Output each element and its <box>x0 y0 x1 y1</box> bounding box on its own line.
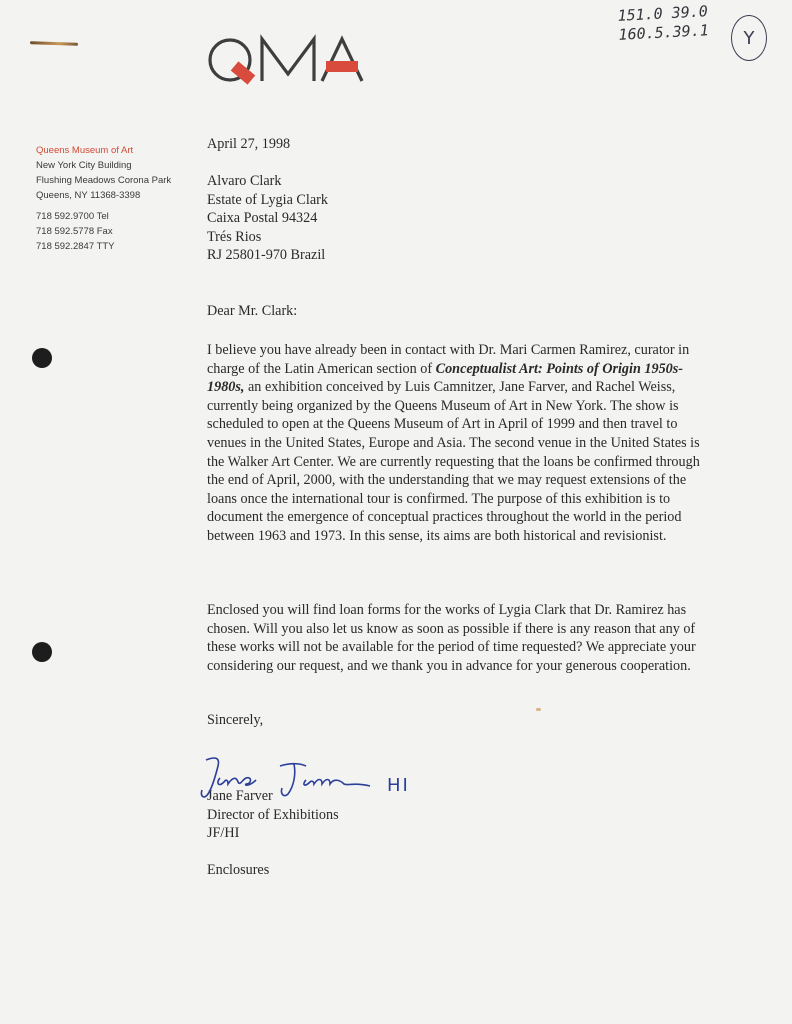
body-paragraph-1: I believe you have already been in contact with Dr. Mari Carmen Ramirez, curator in charge of the Latin American section of Conceptualist Art: Points of Origin 1950s-1980s, an exhibition conceived by Luis Camnitzer, Jane Farver, and Rachel Weiss, currently being organized by the Queens Museum of Art in New York. The show is scheduled to open at the Queens Museum of Art in April of 1999 and then travel to venues in the United States, Europe and Asia. The second venue in the United States is the Walker Art Center. We are currently requesting that the loans be confirmed through the end of April, 2000, with the understanding that we may request extensions of the loans once the international tour is confirmed. The purpose of this exhibition is to document the emergence of conceptual practices throughout the world in the period between 1963 and 1973. In this sense, its aims are both historical and revisionist. <box>207 342 700 544</box>
recipient-line: Estate of Lygia Clark <box>207 191 328 208</box>
phone-line: 718 592.2847 TTY <box>36 241 115 252</box>
salutation: Dear Mr. Clark: <box>207 303 298 319</box>
reference-initials: JF/HI <box>207 825 240 842</box>
letter-date: April 27, 1998 <box>207 136 291 152</box>
archive-annotation <box>617 1 729 45</box>
punch-hole <box>32 348 52 368</box>
recipient-line: Trés Rios <box>207 228 262 245</box>
punch-hole <box>32 642 52 662</box>
qma-logo <box>208 34 368 94</box>
body-paragraph-2: Enclosed you will find loan forms for the works of Lygia Clark that Dr. Ramirez has chosen. Will you also let us know as soon as possible if there is any reason that any of these works will not be available for the period of time requested? We appreciate your considering our request, and we thank you in advance for your generous cooperation. <box>207 602 696 674</box>
staple-mark <box>30 41 78 46</box>
logo-letter-a <box>322 39 362 81</box>
closing: Sincerely, <box>207 712 264 728</box>
phone-line: 718 592.5778 Fax <box>36 226 113 237</box>
recipient-line: Caixa Postal 94324 <box>207 210 318 227</box>
logo-a-crossbar <box>326 61 358 72</box>
logo-q-tail <box>231 61 256 84</box>
signer-name: Jane Farver <box>207 788 273 804</box>
recipient-line: Alvaro Clark <box>207 173 282 189</box>
handwritten-initials: HI <box>387 775 410 796</box>
museum-address-block <box>36 143 196 254</box>
phone-line: 718 592.9700 Tel <box>36 211 109 222</box>
archive-number-2: 160.5.39.1 <box>618 21 710 44</box>
recipient-address <box>207 172 328 265</box>
signer-title: Director of Exhibitions <box>207 806 339 823</box>
address-line: New York City Building <box>36 160 132 171</box>
paper-speck <box>536 708 541 711</box>
enclosures-note: Enclosures <box>207 862 270 878</box>
museum-name: Queens Museum of Art <box>36 145 134 156</box>
recipient-line: RJ 25801-970 Brazil <box>207 247 326 264</box>
logo-letter-m <box>262 39 314 81</box>
exhibition-title: Conceptualist Art: Points of Origin 1950s-1980s, <box>207 360 684 396</box>
handwritten-signature <box>198 752 418 802</box>
archive-circle-mark: Y <box>731 15 767 61</box>
address-line: Queens, NY 11368-3398 <box>36 190 141 201</box>
archive-number-1: 151.0 39.0 <box>617 2 709 25</box>
address-line: Flushing Meadows Corona Park <box>36 175 172 186</box>
